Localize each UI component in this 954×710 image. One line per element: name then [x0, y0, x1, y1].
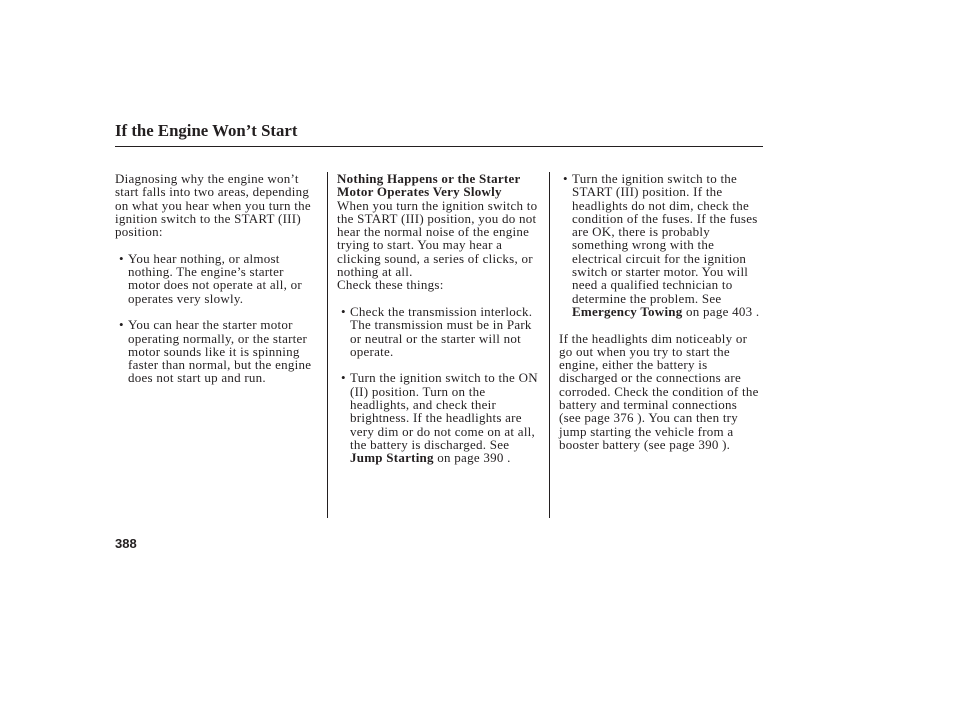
bullet-marker: •: [341, 303, 346, 319]
list-item-text: You can hear the starter motor operating normally, or the starter motor sounds like it is spinning faster than normal, but the engine does not start up and run.: [128, 317, 312, 386]
check-list-item: [337, 371, 545, 464]
page-title: If the Engine Won’t Start: [115, 121, 298, 140]
bullet-marker: •: [119, 317, 124, 333]
list-item-text: You hear nothing, or almost nothing. The engine’s starter motor does not operate at all, or operates very slowly.: [128, 250, 302, 306]
symptom-list-item: [115, 252, 323, 305]
list-item-text: Turn the ignition switch to the ON (II) position. Turn on the headlights, and check their brightness. If the headlights are very dim or do not come on at all, the battery is discharged. See: [350, 370, 538, 452]
list-item-text: Turn the ignition switch to the START (III) position. If the headlights do not dim, check the condition of the fuses. If the fuses are OK, there is probably something wrong with the electrical circuit for the ignition switch or starter motor. You will need a qualified technician to determine the problem. See: [572, 171, 758, 306]
headlights-dim-paragraph: If the headlights dim noticeably or go out when you try to start the engine, either the battery is discharged or the connections are corroded. Check the condition of the battery and terminal connections (see page 376 ). You can then try jump starting the vehicle from a booster battery (see page 390 ).: [559, 330, 759, 452]
list-item-text: Check the transmission interlock. The transmission must be in Park or neutral or the starter will not operate.: [350, 303, 533, 359]
column-left: [115, 172, 323, 385]
bullet-marker: •: [563, 171, 568, 186]
page-number: 388: [115, 536, 137, 551]
jump-starting-reference-link[interactable]: Jump Starting: [350, 450, 434, 466]
bullet-marker: •: [119, 250, 124, 266]
page-reference-text: on page 390 .: [433, 450, 511, 466]
column-middle: [337, 172, 545, 465]
symptom-list-item: [115, 318, 323, 384]
check-list-item: [559, 172, 767, 318]
bullet-marker: •: [341, 370, 346, 386]
column-right: [559, 172, 767, 451]
column-divider: [549, 172, 550, 518]
section-paragraph: When you turn the ignition switch to the START (III) position, you do not hear the normal noise of the engine trying to start. You may hear a clicking sound, a series of clicks, or nothing at all.: [337, 197, 538, 280]
intro-paragraph: Diagnosing why the engine won’t start falls into two areas, depending on what you hear when you turn the ignition switch to the START (III) position:: [115, 171, 311, 240]
page-reference-text: on page 403 .: [682, 303, 760, 319]
check-list-item: [337, 305, 545, 358]
check-label: Check these things:: [337, 277, 444, 293]
title-divider: [115, 146, 763, 147]
column-divider: [327, 172, 328, 518]
emergency-towing-reference-link[interactable]: Emergency Towing: [572, 303, 683, 319]
section-heading: Nothing Happens or the Starter Motor Operates Very Slowly: [337, 171, 521, 200]
